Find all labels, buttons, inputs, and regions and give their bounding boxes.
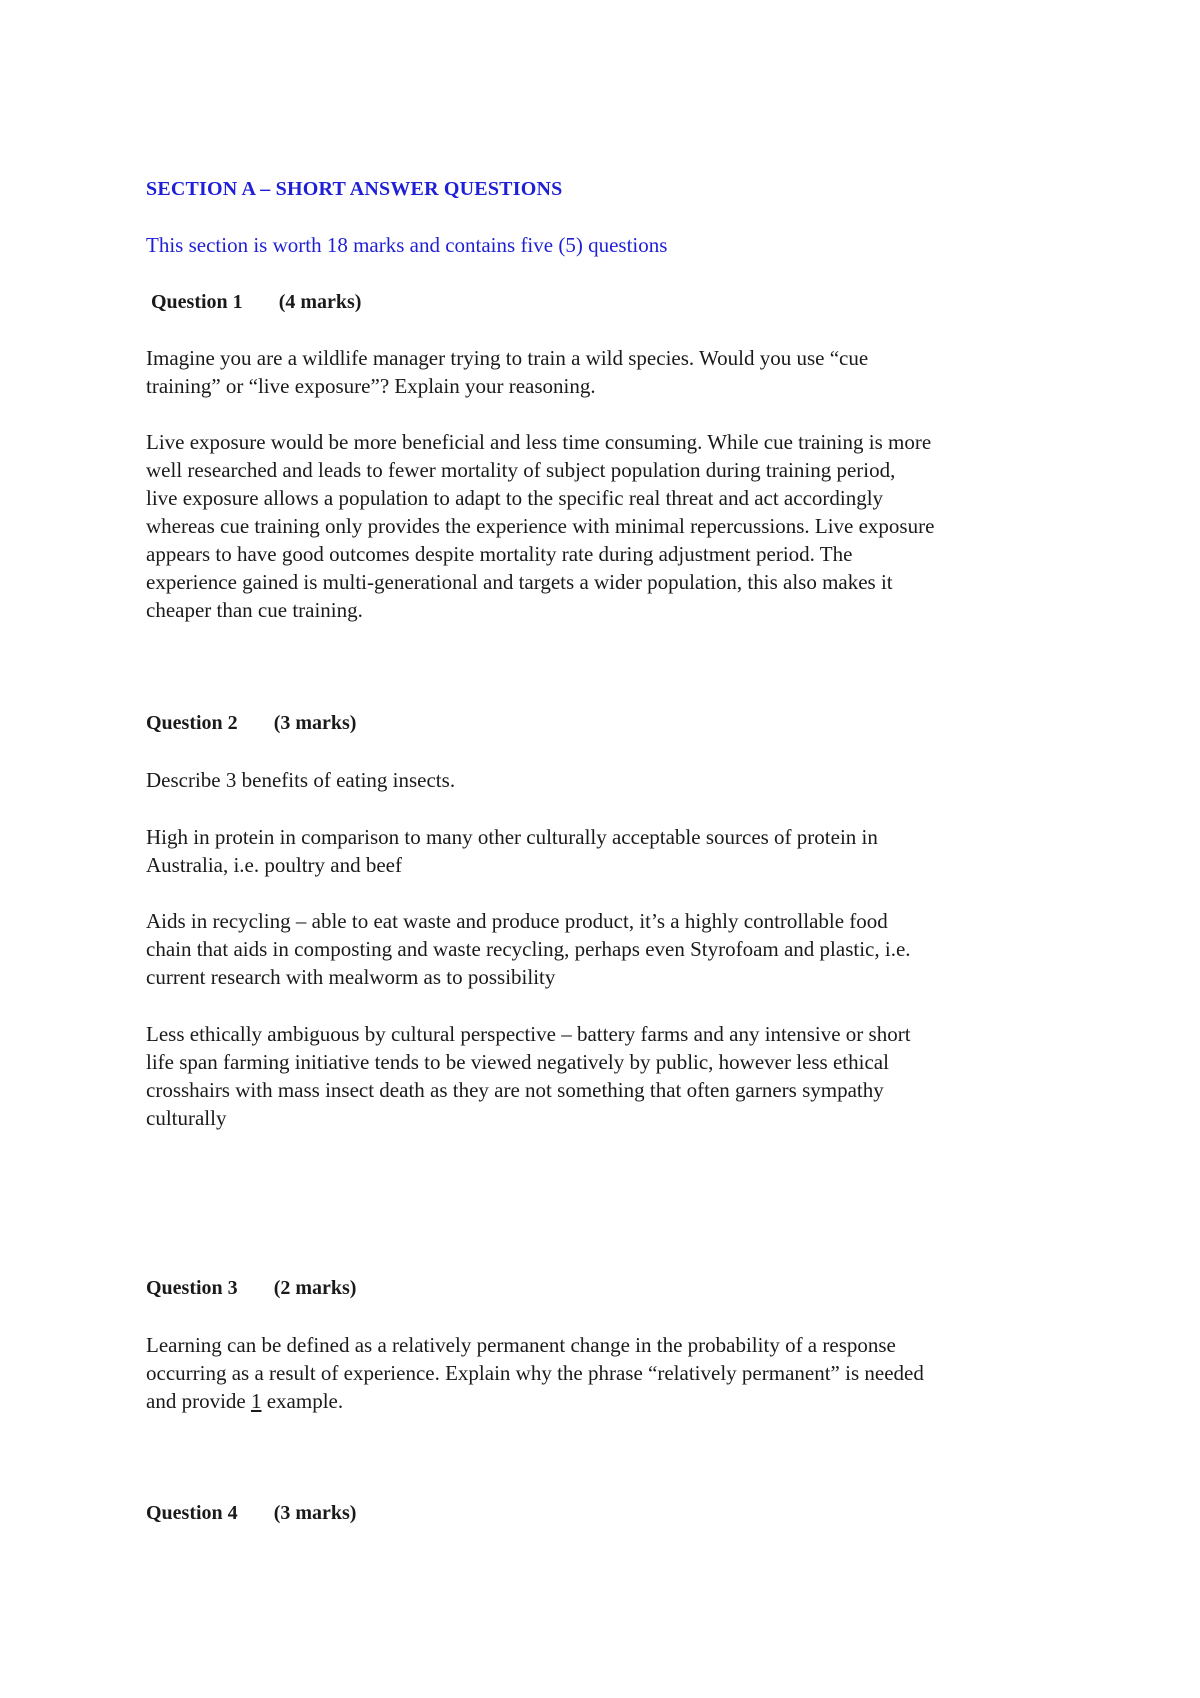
question-3-marks: (2 marks) bbox=[273, 1277, 357, 1299]
benefit-3-line: life span farming initiative tends to be viewed negatively by public, however less ethical bbox=[146, 1050, 889, 1074]
prompt-text: example. bbox=[261, 1389, 344, 1413]
question-1-answer-line: Live exposure would be more beneficial and less time consuming. While cue training is more bbox=[146, 430, 932, 454]
question-1-answer-line: whereas cue training only provides the experience with minimal repercussions. Live exposure bbox=[146, 514, 935, 538]
question-1-label: Question 1 bbox=[151, 291, 243, 313]
question-3-prompt-line: occurring as a result of experience. Explain why the phrase “relatively permanent” is needed bbox=[146, 1361, 924, 1385]
question-4-heading bbox=[146, 1499, 1066, 1527]
section-title: SECTION A – SHORT ANSWER QUESTIONS bbox=[146, 178, 563, 200]
question-2-marks: (3 marks) bbox=[273, 712, 357, 734]
question-1-prompt bbox=[146, 344, 1066, 400]
question-1-answer-line: experience gained is multi-generational and targets a wider population, this also makes it bbox=[146, 570, 893, 594]
question-3-prompt-line bbox=[146, 1387, 1066, 1415]
question-2-benefit-1 bbox=[146, 823, 1066, 879]
question-2-benefit-3 bbox=[146, 1020, 1066, 1132]
benefit-3-line: Less ethically ambiguous by cultural perspective – battery farms and any intensive or short bbox=[146, 1022, 911, 1046]
question-1-prompt-line: Imagine you are a wildlife manager trying to train a wild species. Would you use “cue bbox=[146, 346, 869, 370]
question-3-prompt bbox=[146, 1331, 1066, 1415]
question-1-answer-line: cheaper than cue training. bbox=[146, 598, 363, 622]
underlined-number: 1 bbox=[250, 1389, 262, 1413]
question-2-label: Question 2 bbox=[146, 712, 238, 734]
benefit-1-line: High in protein in comparison to many other culturally acceptable sources of protein in bbox=[146, 825, 878, 849]
question-3-heading bbox=[146, 1274, 1066, 1302]
question-1-heading bbox=[151, 288, 1071, 316]
question-3-prompt-line: Learning can be defined as a relatively permanent change in the probability of a response bbox=[146, 1333, 896, 1357]
question-4-marks: (3 marks) bbox=[273, 1502, 357, 1524]
question-1-answer-line: live exposure allows a population to adapt to the specific real threat and act accordingly bbox=[146, 486, 884, 510]
prompt-text: and provide bbox=[146, 1389, 251, 1413]
question-2-heading bbox=[146, 709, 1066, 737]
section-subtitle: This section is worth 18 marks and contains five (5) questions bbox=[146, 233, 668, 257]
benefit-2-line: Aids in recycling – able to eat waste and produce product, it’s a highly controllable food bbox=[146, 909, 888, 933]
question-2-benefit-2 bbox=[146, 907, 1066, 991]
question-4-label: Question 4 bbox=[146, 1502, 238, 1524]
question-2-prompt: Describe 3 benefits of eating insects. bbox=[146, 768, 456, 792]
benefit-1-line: Australia, i.e. poultry and beef bbox=[146, 853, 402, 877]
benefit-2-line: current research with mealworm as to possibility bbox=[146, 965, 556, 989]
question-1-answer-line: well researched and leads to fewer mortality of subject population during training period, bbox=[146, 458, 896, 482]
benefit-3-line: crosshairs with mass insect death as they are not something that often garners sympathy bbox=[146, 1078, 884, 1102]
question-1-prompt-line: training” or “live exposure”? Explain your reasoning. bbox=[146, 374, 596, 398]
benefit-3-line: culturally bbox=[146, 1106, 227, 1130]
question-1-answer bbox=[146, 428, 1066, 624]
question-1-marks: (4 marks) bbox=[278, 291, 362, 313]
question-1-answer-line: appears to have good outcomes despite mortality rate during adjustment period. The bbox=[146, 542, 853, 566]
benefit-2-line: chain that aids in composting and waste recycling, perhaps even Styrofoam and plastic, i.e. bbox=[146, 937, 911, 961]
question-3-label: Question 3 bbox=[146, 1277, 238, 1299]
